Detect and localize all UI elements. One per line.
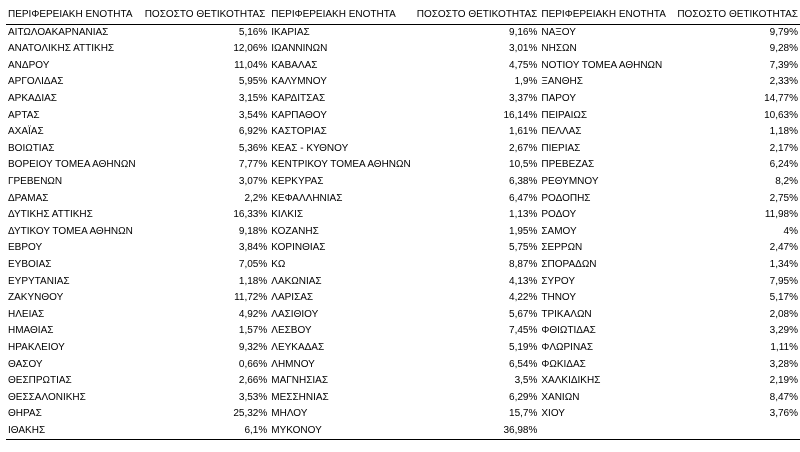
table-row (6, 356, 800, 373)
table-row (6, 58, 800, 75)
region-header: ΠΕΡΙΦΕΡΕΙΑΚΗ ΕΝΟΤΗΤΑ (539, 7, 673, 24)
positivity-rate-cell: 2,17% (769, 142, 798, 154)
positivity-rate-cell: 1,95% (509, 225, 538, 237)
table-row (6, 91, 800, 108)
positivity-rate-cell: 6,29% (509, 391, 538, 403)
positivity-rate-cell: 3,76% (769, 408, 798, 420)
header-row (6, 7, 800, 24)
region-name-cell: ΠΑΡΟΥ (541, 93, 577, 105)
region-name-cell: ΧΑΝΙΩΝ (541, 391, 580, 403)
region-name-cell: ΑΡΓΟΛΙΔΑΣ (8, 76, 64, 88)
positivity-rate-cell: 1,57% (238, 325, 268, 337)
positivity-rate-cell: 15,7% (509, 408, 538, 420)
positivity-rate-cell: 1,34% (769, 258, 798, 270)
region-name-cell: ΗΡΑΚΛΕΙΟΥ (8, 341, 65, 353)
region-name-cell: ΘΗΡΑΣ (8, 408, 42, 420)
positivity-rate-cell: 5,16% (238, 26, 268, 38)
positivity-rate-cell: 6,54% (509, 358, 538, 370)
table-row (6, 240, 800, 257)
positivity-rate-cell: 7,45% (509, 325, 538, 337)
positivity-rate-cell: 7,05% (238, 258, 268, 270)
table-row (6, 290, 800, 307)
positivity-rate-cell: 4,75% (509, 59, 538, 71)
positivity-rate-cell: 3,15% (238, 93, 268, 105)
region-name-cell: ΚΩ (271, 258, 286, 270)
region-name-cell: ΛΗΜΝΟΥ (271, 358, 315, 370)
region-name-cell: ΚΑΡΠΑΘΟΥ (271, 109, 327, 121)
positivity-rate-cell: 1,18% (238, 275, 268, 287)
region-name-cell: ΚΟΡΙΝΘΙΑΣ (271, 242, 326, 254)
positivity-rate-cell: 7,77% (238, 159, 268, 171)
positivity-rate-cell: 8,47% (769, 391, 798, 403)
region-name-cell: ΚΑΣΤΟΡΙΑΣ (271, 126, 327, 138)
positivity-table (6, 7, 800, 440)
positivity-rate-cell: 9,79% (769, 26, 798, 38)
table-row (6, 340, 800, 357)
rate-header: ΠΟΣΟΣΤΟ ΘΕΤΙΚΟΤΗΤΑΣ (413, 7, 540, 24)
table-row (6, 257, 800, 274)
positivity-rate-cell: 36,98% (413, 423, 540, 440)
table-row (6, 157, 800, 174)
region-name-cell: ΡΕΘΥΜΝΟΥ (541, 175, 599, 187)
positivity-rate-cell: 6,92% (238, 126, 268, 138)
region-name-cell: ΚΕΡΚΥΡΑΣ (271, 175, 324, 187)
positivity-rate-cell: 1,9% (514, 76, 538, 88)
positivity-rate-cell: 4,22% (509, 292, 538, 304)
positivity-rate-cell: 11,72% (234, 292, 268, 304)
region-name-cell: ΙΚΑΡΙΑΣ (271, 26, 310, 38)
region-header: ΠΕΡΙΦΕΡΕΙΑΚΗ ΕΝΟΤΗΤΑ (6, 7, 141, 24)
region-name-cell: ΑΝΑΤΟΛΙΚΗΣ ΑΤΤΙΚΗΣ (8, 43, 115, 55)
region-name-cell: ΛΑΡΙΣΑΣ (271, 292, 314, 304)
positivity-rate-cell: 2,2% (244, 192, 268, 204)
region-name-cell: ΙΩΑΝΝΙΝΩΝ (271, 43, 328, 55)
positivity-rate-cell: 7,39% (769, 59, 798, 71)
region-header: ΠΕΡΙΦΕΡΕΙΑΚΗ ΕΝΟΤΗΤΑ (269, 7, 412, 24)
region-name-cell: ΦΛΩΡΙΝΑΣ (541, 341, 594, 353)
table-row (6, 373, 800, 390)
region-name-cell: ΣΕΡΡΩΝ (541, 242, 583, 254)
region-name-cell: ΚΑΛΥΜΝΟΥ (271, 76, 327, 88)
table-row (6, 174, 800, 191)
table-row (6, 141, 800, 158)
region-name-cell: ΛΑΣΙΘΙΟΥ (271, 308, 319, 320)
positivity-rate-cell: 3,53% (238, 391, 268, 403)
region-name-cell: ΤΗΝΟΥ (541, 292, 577, 304)
region-name-cell: ΧΑΛΚΙΔΙΚΗΣ (541, 375, 601, 387)
region-name-cell: ΝΟΤΙΟΥ ΤΟΜΕΑ ΑΘΗΝΩΝ (541, 59, 663, 71)
positivity-rate-cell: 16,33% (233, 209, 268, 221)
positivity-rate-cell: 25,32% (233, 408, 268, 420)
region-name-cell: ΠΡΕΒΕΖΑΣ (541, 159, 595, 171)
region-name-cell: ΧΙΟΥ (541, 408, 565, 420)
region-name-cell: ΠΙΕΡΙΑΣ (541, 142, 581, 154)
positivity-rate-cell: 5,36% (238, 142, 268, 154)
positivity-rate-cell: 9,32% (238, 341, 268, 353)
region-name-cell: ΣΑΜΟΥ (541, 225, 577, 237)
positivity-rate-cell: 4,13% (509, 275, 538, 287)
positivity-rate-cell: 0,66% (238, 358, 268, 370)
positivity-rate-cell: 2,08% (769, 308, 798, 320)
positivity-rate-cell: 3,01% (509, 43, 538, 55)
region-name-cell: ΝΗΣΩΝ (541, 43, 577, 55)
positivity-rate-cell: 12,06% (233, 43, 268, 55)
positivity-rate-cell: 2,33% (769, 76, 798, 88)
positivity-rate-cell: 1,61% (509, 126, 538, 138)
positivity-rate-cell: 2,67% (509, 142, 538, 154)
positivity-rate-cell: 6,47% (509, 192, 538, 204)
positivity-rate-cell: 3,84% (238, 242, 268, 254)
region-name-cell: ΛΕΥΚΑΔΑΣ (271, 341, 325, 353)
region-name-cell: ΤΡΙΚΑΛΩΝ (541, 308, 592, 320)
table-row (6, 406, 800, 423)
table-row (6, 224, 800, 241)
region-name-cell: ΔΥΤΙΚΗΣ ΑΤΤΙΚΗΣ (8, 209, 93, 221)
region-name-cell: ΚΟΖΑΝΗΣ (271, 225, 319, 237)
region-name-cell: ΛΕΣΒΟΥ (271, 325, 312, 337)
positivity-rate-cell: 3,54% (238, 109, 268, 121)
table-row (6, 74, 800, 91)
positivity-rate-cell: 9,18% (238, 225, 268, 237)
region-name-cell: ΗΛΕΙΑΣ (8, 308, 45, 320)
region-name-cell: ΚΑΒΑΛΑΣ (271, 59, 318, 71)
positivity-rate-cell: 7,95% (769, 275, 798, 287)
positivity-rate-cell: 1,13% (509, 209, 538, 221)
table-row (6, 124, 800, 141)
positivity-rate-cell: 2,66% (238, 375, 268, 387)
positivity-rate-cell: 2,75% (769, 192, 798, 204)
region-name-cell: ΜΥΚΟΝΟΥ (269, 423, 412, 440)
positivity-rate-cell: 11,98% (764, 209, 798, 221)
positivity-rate-cell: 9,16% (509, 26, 538, 38)
region-name-cell: ΚΙΛΚΙΣ (271, 209, 304, 221)
rate-header: ΠΟΣΟΣΤΟ ΘΕΤΙΚΟΤΗΤΑΣ (673, 7, 800, 24)
region-name-cell: ΚΕΦΑΛΛΗΝΙΑΣ (271, 192, 343, 204)
positivity-rate-cell: 1,11% (770, 341, 798, 353)
positivity-rate-cell: 6,38% (509, 175, 538, 187)
region-name-cell: ΘΕΣΣΑΛΟΝΙΚΗΣ (8, 391, 86, 403)
region-name-cell: ΑΙΤΩΛΟΑΚΑΡΝΑΝΙΑΣ (8, 26, 109, 38)
positivity-rate-cell: 5,19% (509, 341, 538, 353)
rate-header: ΠΟΣΟΣΤΟ ΘΕΤΙΚΟΤΗΤΑΣ (141, 7, 270, 24)
table-row (6, 108, 800, 125)
region-name-cell: ΡΟΔΟΥ (541, 209, 577, 221)
positivity-rate-cell: 3,5% (514, 375, 538, 387)
positivity-rate-cell: 5,95% (238, 76, 268, 88)
region-name-cell: ΛΑΚΩΝΙΑΣ (271, 275, 322, 287)
positivity-rate-cell: 8,2% (775, 175, 798, 187)
region-name-cell: ΖΑΚΥΝΘΟΥ (8, 292, 64, 304)
region-name-cell: ΠΕΙΡΑΙΩΣ (541, 109, 588, 121)
region-name-cell: ΑΡΚΑΔΙΑΣ (8, 93, 57, 105)
region-name-cell: ΠΕΛΛΑΣ (541, 126, 582, 138)
positivity-rate-cell: 9,28% (769, 43, 798, 55)
positivity-rate-cell: 8,87% (509, 258, 538, 270)
region-name-cell: ΙΘΑΚΗΣ (6, 423, 141, 440)
region-name-cell: ΞΑΝΘΗΣ (541, 76, 583, 88)
positivity-rate-cell: 6,1% (141, 423, 270, 440)
region-name-cell: ΜΑΓΝΗΣΙΑΣ (271, 375, 329, 387)
positivity-rate-cell: 5,67% (509, 308, 538, 320)
region-name-cell: ΚΕΑΣ - ΚΥΘΝΟΥ (271, 142, 349, 154)
region-name-cell: ΑΧΑΪΑΣ (8, 126, 44, 138)
positivity-rate-cell: 5,17% (769, 292, 798, 304)
region-name-cell: ΣΠΟΡΑΔΩΝ (541, 258, 597, 270)
positivity-rate-cell (673, 423, 800, 440)
region-name-cell: ΕΥΒΟΙΑΣ (8, 258, 52, 270)
region-name-cell: ΚΑΡΔΙΤΣΑΣ (271, 93, 326, 105)
table-row (6, 24, 800, 41)
positivity-rate-cell: 3,07% (238, 175, 268, 187)
region-name-cell: ΦΩΚΙΔΑΣ (541, 358, 586, 370)
region-name-cell: ΓΡΕΒΕΝΩΝ (8, 175, 63, 187)
positivity-rate-cell: 3,37% (509, 93, 538, 105)
region-name-cell: ΝΑΞΟΥ (541, 26, 576, 38)
positivity-rate-cell: 14,77% (764, 93, 798, 105)
table-row (6, 191, 800, 208)
positivity-rate-cell: 4% (783, 225, 798, 237)
region-name-cell (539, 423, 673, 440)
positivity-rate-cell: 1,18% (769, 126, 798, 138)
region-name-cell: ΒΟΙΩΤΙΑΣ (8, 142, 55, 154)
region-name-cell: ΣΥΡΟΥ (541, 275, 576, 287)
region-name-cell: ΑΝΔΡΟΥ (8, 59, 50, 71)
positivity-rate-cell: 16,14% (503, 109, 538, 121)
region-name-cell: ΔΡΑΜΑΣ (8, 192, 49, 204)
region-name-cell: ΔΥΤΙΚΟΥ ΤΟΜΕΑ ΑΘΗΝΩΝ (8, 225, 133, 237)
positivity-rate-cell: 3,28% (769, 358, 798, 370)
region-name-cell: ΜΕΣΣΗΝΙΑΣ (271, 391, 329, 403)
region-name-cell: ΒΟΡΕΙΟΥ ΤΟΜΕΑ ΑΘΗΝΩΝ (8, 159, 136, 171)
positivity-rate-cell: 4,92% (238, 308, 268, 320)
region-name-cell: ΕΥΡΥΤΑΝΙΑΣ (8, 275, 70, 287)
table-row (6, 390, 800, 407)
region-name-cell: ΜΗΛΟΥ (271, 408, 308, 420)
region-name-cell: ΕΒΡΟΥ (8, 242, 43, 254)
table-row (6, 323, 800, 340)
positivity-rate-cell: 2,47% (769, 242, 798, 254)
table-row (6, 274, 800, 291)
region-name-cell: ΘΕΣΠΡΩΤΙΑΣ (8, 375, 72, 387)
positivity-rate-cell: 6,24% (769, 159, 798, 171)
region-name-cell: ΡΟΔΟΠΗΣ (541, 192, 591, 204)
region-name-cell: ΘΑΣΟΥ (8, 358, 43, 370)
table-row (6, 207, 800, 224)
positivity-rate-cell: 11,04% (234, 59, 268, 71)
table-row (6, 307, 800, 324)
positivity-rate-cell: 5,75% (509, 242, 538, 254)
positivity-rate-cell: 3,29% (769, 325, 798, 337)
region-name-cell: ΦΘΙΩΤΙΔΑΣ (541, 325, 596, 337)
positivity-rate-cell: 10,63% (764, 109, 798, 121)
positivity-rate-cell: 2,19% (769, 375, 798, 387)
region-name-cell: ΚΕΝΤΡΙΚΟΥ ΤΟΜΕΑ ΑΘΗΝΩΝ (271, 159, 411, 171)
table-row (6, 423, 800, 440)
region-name-cell: ΗΜΑΘΙΑΣ (8, 325, 54, 337)
positivity-rate-cell: 10,5% (509, 159, 538, 171)
table-row (6, 41, 800, 58)
region-name-cell: ΑΡΤΑΣ (8, 109, 40, 121)
